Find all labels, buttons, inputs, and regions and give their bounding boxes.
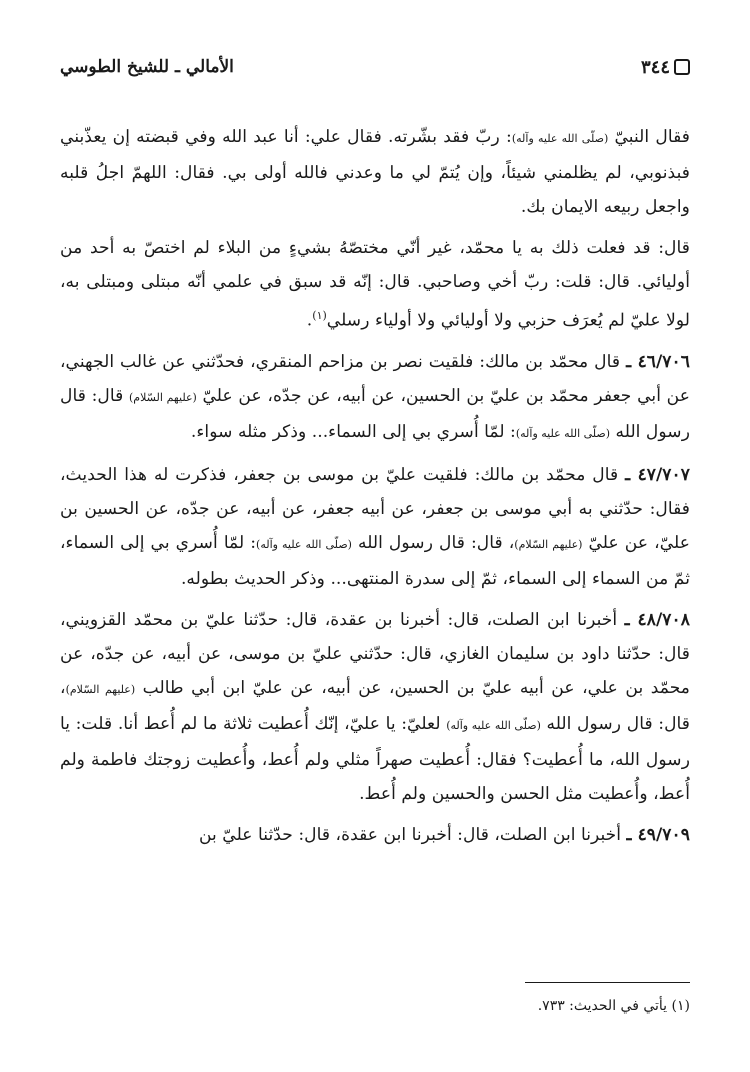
running-title: الأمالي ـ للشيخ الطوسي	[60, 57, 234, 77]
main-text	[60, 120, 690, 859]
running-header	[60, 50, 690, 84]
paragraph	[60, 345, 690, 451]
footnote: (١) يأتي في الحديث: ٧٣٣.	[537, 998, 690, 1014]
text-run: أخبرنا ابن الصلت، قال: أخبرنا بن عقدة، قال: حدّثنا عليّ بن محمّد القزويني، قال: حدّثنا داود بن سليمان الغازي، قال: حدّثني عليّ بن موسى، عن أبيه، عن جدّه، عن محمّد بن علي، عن أبيه عليّ بن الحسين، عن أبيه، عن عليّ ابن أبي طالب	[60, 609, 690, 698]
text-run: .	[306, 310, 313, 331]
text-run: قال: قال رسول الله	[60, 385, 690, 442]
hadith-number: ٤٩/٧٠٩ ـ	[626, 824, 690, 845]
hadith-number: ٤٨/٧٠٨ ـ	[624, 609, 690, 630]
text-run: : لمّا أُسري بي إلى السماء... وذكر مثله سواء.	[190, 421, 516, 442]
text-run: أخبرنا ابن الصلت، قال: أخبرنا ابن عقدة، قال: حدّثنا عليّ بن	[198, 824, 627, 845]
text-run: : ربّ فقد بشّرته. فقال علي: أنا عبد الله وفي قبضته إن يعذّبني فبذنوبي، لم يظلمني شيئاً، وإن يُتمّ لي ما وعدني فالله أولى بي. فقال: اللهمّ اجلُ قلبه واجعل ربيعه الايمان بك.	[60, 127, 690, 217]
text-run: قال محمّد بن مالك: فلقيت نصر بن مزاحم المنقري، فحدّثني عن غالب الجهني، عن أبي جعفر محمّد بن عليّ بن الحسين، عن أبيه، عن جدّه، عن عليّ	[60, 351, 690, 406]
footnote-ref[interactable]: (١)	[312, 309, 327, 322]
paragraph	[60, 120, 690, 224]
text-run: ، قال: قال رسول الله	[60, 677, 691, 734]
text-run: لعليّ: يا عليّ، إنّك أُعطيت ثلاثة ما لم أُعط أنا. قلت: يا رسول الله، ما أُعطيت؟ فقال: أُعطيت صهراً مثلي ولم أُعط، وأُعطيت زوجتك فاطمة ولم أُعط، وأُعطيت مثل الحسن والحسين ولم أُعط.	[60, 713, 690, 804]
honorific: (عليهم السّلام)	[514, 537, 583, 551]
square-ornament-icon	[674, 59, 690, 75]
text-run: قال محمّد بن مالك: فلقيت عليّ بن موسى بن جعفر، فذكرت له هذا الحديث، فقال: حدّثني به أبي موسى بن جعفر، عن أبيه جعفر، عن أبيه، عن جدّه، عن الحسين بن عليّ، عن عليّ	[60, 464, 690, 553]
honorific: (عليهم السّلام)	[129, 390, 197, 404]
page-number	[641, 57, 690, 78]
hadith-number: ٤٦/٧٠٦ ـ	[626, 351, 690, 372]
paragraph	[60, 231, 690, 338]
text-run: فقال النبيّ	[608, 127, 691, 147]
honorific: (صلّى الله عليه وآله)	[511, 132, 609, 145]
text-run: قال: قد فعلت ذلك به يا محمّد، غير أنّي مختصّهُ بشيءٍ من البلاء لم اختصّ به أحد من أوليائي. قال: قلت: ربّ أخي وصاحبي. قال: إنّه قد سبق في علمي أنّه مبتلى ومبتلى به، لولا عليّ لم يُعرَف حزبي ولا أوليائي ولا أولياء رسلي	[60, 238, 690, 331]
honorific: (صلّى الله عليه وآله)	[515, 426, 611, 440]
paragraph	[60, 818, 690, 852]
honorific: (صلّى الله عليه وآله)	[256, 537, 352, 551]
page-number-text: ٣٤٤	[640, 56, 670, 78]
honorific: (عليهم السّلام)	[65, 682, 136, 696]
text-run: : لمّا أُسري بي إلى السماء، ثمّ من السماء إلى السماء، ثمّ إلى سدرة المنتهى... وذكر الحديث بطوله.	[60, 532, 690, 589]
paragraph	[60, 603, 690, 811]
hadith-number: ٤٧/٧٠٧ ـ	[625, 464, 690, 485]
footnote-divider	[525, 982, 690, 983]
honorific: (صلّى الله عليه وآله)	[446, 718, 541, 732]
text-run: ، قال: قال رسول الله	[351, 532, 515, 553]
paragraph	[60, 458, 690, 596]
